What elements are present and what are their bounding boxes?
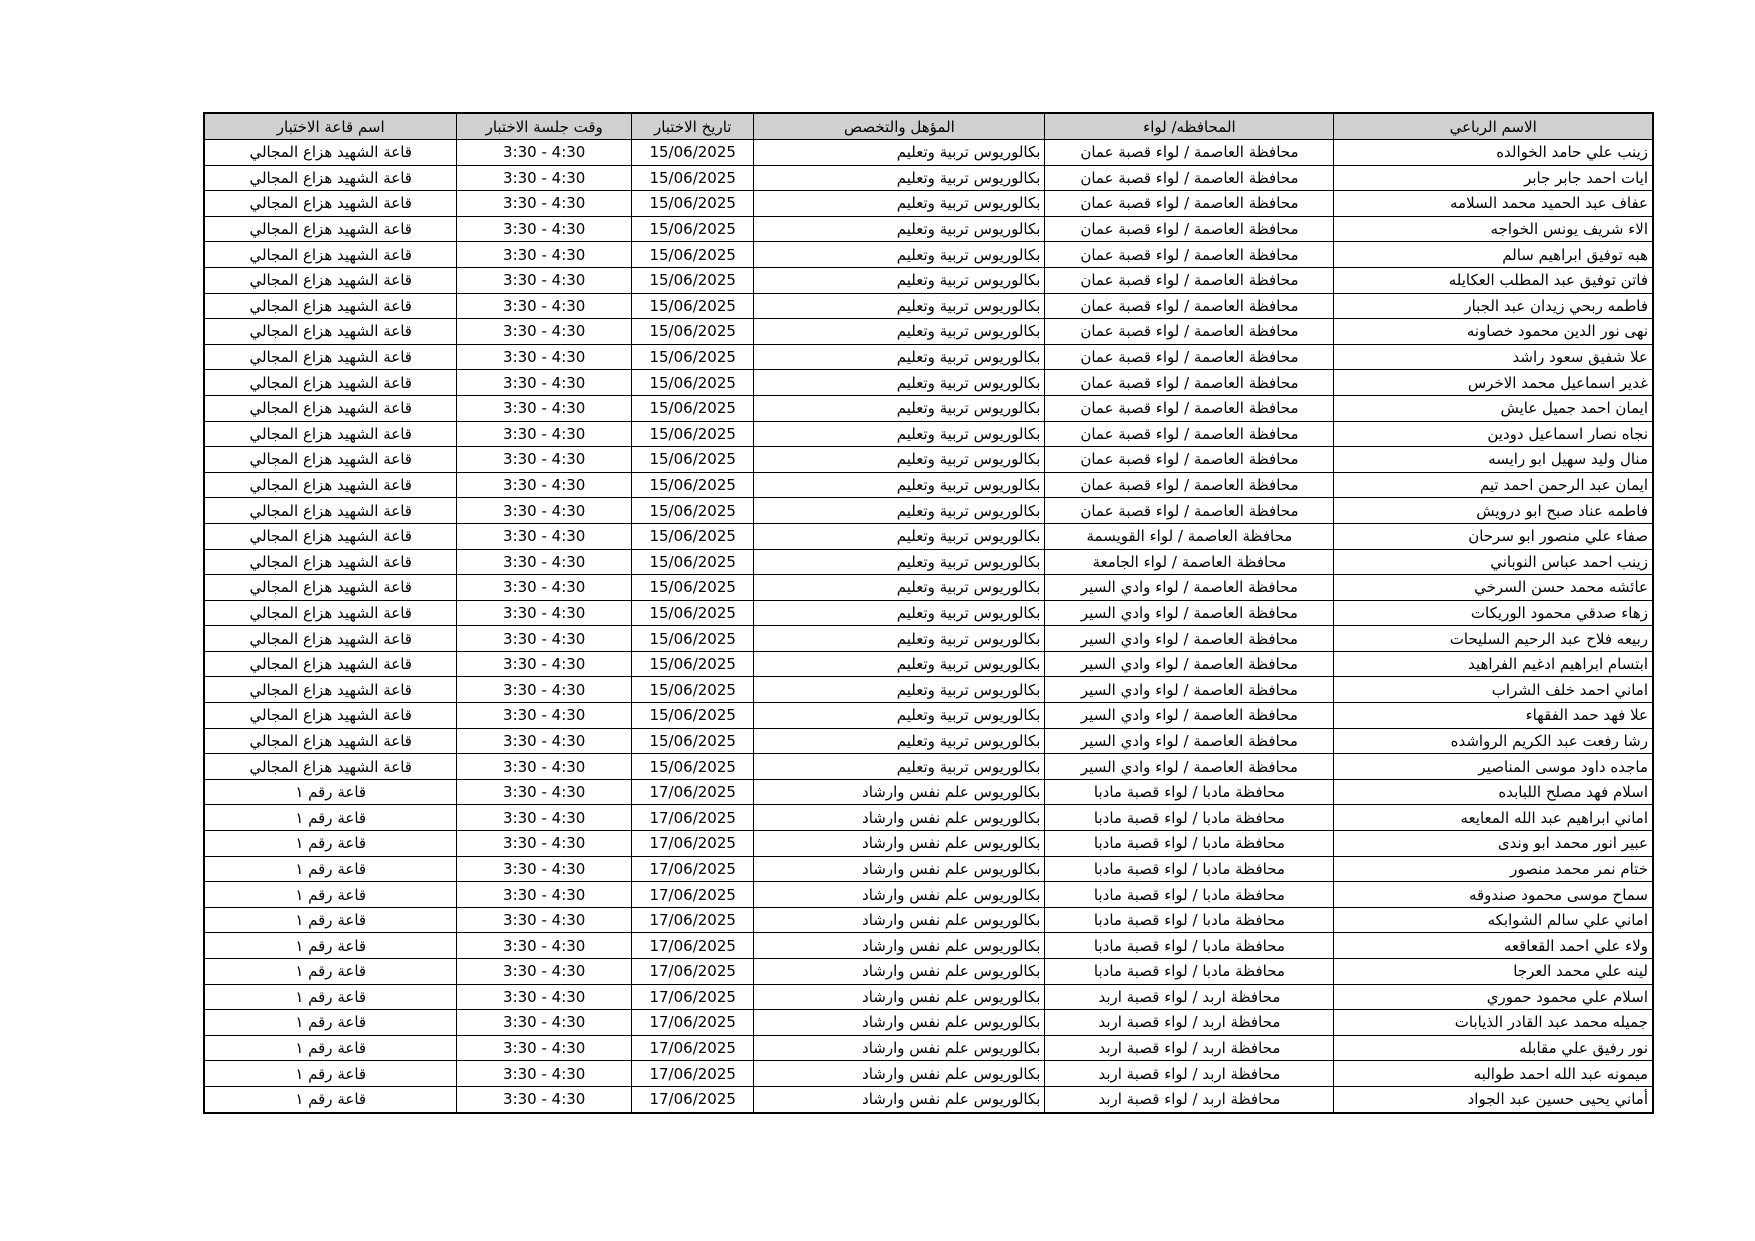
cell-date: 17/06/2025 bbox=[632, 933, 754, 959]
cell-qualification: بكالوريوس تربية وتعليم bbox=[754, 626, 1045, 652]
cell-hall: قاعة الشهيد هزاع المجالي bbox=[204, 242, 457, 268]
cell-qualification: بكالوريوس علم نفس وارشاد bbox=[754, 1086, 1045, 1112]
cell-name: عائشه محمد حسن السرخي bbox=[1334, 575, 1653, 601]
cell-hall: قاعة رقم ١ bbox=[204, 907, 457, 933]
cell-name: جميله محمد عبد القادر الذيابات bbox=[1334, 1010, 1653, 1036]
cell-province: محافظة العاصمة / لواء قصبة عمان bbox=[1045, 216, 1334, 242]
cell-hall: قاعة رقم ١ bbox=[204, 779, 457, 805]
cell-hall: قاعة الشهيد هزاع المجالي bbox=[204, 267, 457, 293]
cell-qualification: بكالوريوس علم نفس وارشاد bbox=[754, 1061, 1045, 1087]
cell-hall: قاعة رقم ١ bbox=[204, 1010, 457, 1036]
cell-date: 17/06/2025 bbox=[632, 1035, 754, 1061]
cell-time: 3:30 - 4:30 bbox=[457, 754, 632, 780]
cell-date: 15/06/2025 bbox=[632, 395, 754, 421]
cell-date: 17/06/2025 bbox=[632, 831, 754, 857]
cell-time: 3:30 - 4:30 bbox=[457, 677, 632, 703]
cell-hall: قاعة الشهيد هزاع المجالي bbox=[204, 728, 457, 754]
cell-hall: قاعة رقم ١ bbox=[204, 1035, 457, 1061]
cell-name: علا شفيق سعود راشد bbox=[1334, 344, 1653, 370]
cell-province: محافظة العاصمة / لواء قصبة عمان bbox=[1045, 191, 1334, 217]
cell-time: 3:30 - 4:30 bbox=[457, 165, 632, 191]
cell-qualification: بكالوريوس تربية وتعليم bbox=[754, 319, 1045, 345]
cell-province: محافظة اربد / لواء قصبة اربد bbox=[1045, 1035, 1334, 1061]
cell-time: 3:30 - 4:30 bbox=[457, 472, 632, 498]
cell-time: 3:30 - 4:30 bbox=[457, 344, 632, 370]
cell-name: اسلام فهد مصلح اللبابده bbox=[1334, 779, 1653, 805]
cell-province: محافظة العاصمة / لواء وادي السير bbox=[1045, 677, 1334, 703]
cell-time: 3:30 - 4:30 bbox=[457, 421, 632, 447]
table-header bbox=[204, 113, 1653, 140]
header-row bbox=[204, 113, 1653, 140]
table-row bbox=[204, 1061, 1653, 1087]
cell-province: محافظة اربد / لواء قصبة اربد bbox=[1045, 1086, 1334, 1112]
cell-date: 15/06/2025 bbox=[632, 626, 754, 652]
cell-time: 3:30 - 4:30 bbox=[457, 626, 632, 652]
cell-time: 3:30 - 4:30 bbox=[457, 651, 632, 677]
table-row bbox=[204, 165, 1653, 191]
cell-qualification: بكالوريوس تربية وتعليم bbox=[754, 293, 1045, 319]
cell-time: 3:30 - 4:30 bbox=[457, 216, 632, 242]
table-row bbox=[204, 549, 1653, 575]
table-row bbox=[204, 984, 1653, 1010]
table-row bbox=[204, 907, 1653, 933]
table-row bbox=[204, 831, 1653, 857]
cell-qualification: بكالوريوس علم نفس وارشاد bbox=[754, 831, 1045, 857]
cell-name: نهى نور الدين محمود خصاونه bbox=[1334, 319, 1653, 345]
table-row bbox=[204, 370, 1653, 396]
cell-name: نجاه نصار اسماعيل دودين bbox=[1334, 421, 1653, 447]
cell-hall: قاعة الشهيد هزاع المجالي bbox=[204, 677, 457, 703]
cell-name: ايمان عبد الرحمن احمد تيم bbox=[1334, 472, 1653, 498]
cell-qualification: بكالوريوس تربية وتعليم bbox=[754, 344, 1045, 370]
cell-province: محافظة العاصمة / لواء قصبة عمان bbox=[1045, 165, 1334, 191]
cell-date: 15/06/2025 bbox=[632, 242, 754, 268]
cell-qualification: بكالوريوس علم نفس وارشاد bbox=[754, 959, 1045, 985]
cell-province: محافظة اربد / لواء قصبة اربد bbox=[1045, 984, 1334, 1010]
cell-name: زينب علي حامد الخوالده bbox=[1334, 140, 1653, 166]
cell-province: محافظة مادبا / لواء قصبة مادبا bbox=[1045, 831, 1334, 857]
table-row bbox=[204, 421, 1653, 447]
cell-qualification: بكالوريوس تربية وتعليم bbox=[754, 165, 1045, 191]
cell-province: محافظة العاصمة / لواء قصبة عمان bbox=[1045, 319, 1334, 345]
cell-date: 15/06/2025 bbox=[632, 267, 754, 293]
cell-name: فاتن توفيق عبد المطلب العكايله bbox=[1334, 267, 1653, 293]
cell-hall: قاعة رقم ١ bbox=[204, 856, 457, 882]
cell-name: اسلام علي محمود حموري bbox=[1334, 984, 1653, 1010]
header-time: وقت جلسة الاختبار bbox=[457, 113, 632, 140]
cell-province: محافظة العاصمة / لواء وادي السير bbox=[1045, 600, 1334, 626]
cell-qualification: بكالوريوس تربية وتعليم bbox=[754, 242, 1045, 268]
cell-hall: قاعة الشهيد هزاع المجالي bbox=[204, 549, 457, 575]
cell-province: محافظة العاصمة / لواء وادي السير bbox=[1045, 754, 1334, 780]
table-row bbox=[204, 600, 1653, 626]
cell-date: 15/06/2025 bbox=[632, 703, 754, 729]
cell-name: رشا رفعت عبد الكريم الرواشده bbox=[1334, 728, 1653, 754]
cell-qualification: بكالوريوس علم نفس وارشاد bbox=[754, 805, 1045, 831]
cell-date: 17/06/2025 bbox=[632, 1010, 754, 1036]
cell-hall: قاعة الشهيد هزاع المجالي bbox=[204, 165, 457, 191]
cell-hall: قاعة الشهيد هزاع المجالي bbox=[204, 651, 457, 677]
cell-province: محافظة اربد / لواء قصبة اربد bbox=[1045, 1061, 1334, 1087]
cell-name: اماني احمد خلف الشراب bbox=[1334, 677, 1653, 703]
cell-date: 17/06/2025 bbox=[632, 805, 754, 831]
cell-province: محافظة العاصمة / لواء قصبة عمان bbox=[1045, 267, 1334, 293]
cell-qualification: بكالوريوس تربية وتعليم bbox=[754, 703, 1045, 729]
cell-time: 3:30 - 4:30 bbox=[457, 703, 632, 729]
cell-qualification: بكالوريوس علم نفس وارشاد bbox=[754, 856, 1045, 882]
cell-time: 3:30 - 4:30 bbox=[457, 1086, 632, 1112]
cell-province: محافظة العاصمة / لواء وادي السير bbox=[1045, 626, 1334, 652]
table-row bbox=[204, 523, 1653, 549]
cell-time: 3:30 - 4:30 bbox=[457, 370, 632, 396]
cell-date: 15/06/2025 bbox=[632, 216, 754, 242]
cell-province: محافظة العاصمة / لواء قصبة عمان bbox=[1045, 370, 1334, 396]
cell-hall: قاعة الشهيد هزاع المجالي bbox=[204, 600, 457, 626]
cell-province: محافظة العاصمة / لواء قصبة عمان bbox=[1045, 498, 1334, 524]
table-row bbox=[204, 1010, 1653, 1036]
cell-time: 3:30 - 4:30 bbox=[457, 523, 632, 549]
table-row bbox=[204, 754, 1653, 780]
cell-province: محافظة العاصمة / لواء وادي السير bbox=[1045, 651, 1334, 677]
cell-time: 3:30 - 4:30 bbox=[457, 549, 632, 575]
cell-hall: قاعة الشهيد هزاع المجالي bbox=[204, 293, 457, 319]
cell-hall: قاعة الشهيد هزاع المجالي bbox=[204, 472, 457, 498]
cell-qualification: بكالوريوس تربية وتعليم bbox=[754, 395, 1045, 421]
cell-province: محافظة العاصمة / لواء وادي السير bbox=[1045, 575, 1334, 601]
cell-province: محافظة مادبا / لواء قصبة مادبا bbox=[1045, 959, 1334, 985]
cell-hall: قاعة الشهيد هزاع المجالي bbox=[204, 421, 457, 447]
cell-time: 3:30 - 4:30 bbox=[457, 140, 632, 166]
cell-time: 3:30 - 4:30 bbox=[457, 600, 632, 626]
cell-hall: قاعة رقم ١ bbox=[204, 959, 457, 985]
cell-name: الاء شريف يونس الخواجه bbox=[1334, 216, 1653, 242]
table-row bbox=[204, 575, 1653, 601]
cell-hall: قاعة الشهيد هزاع المجالي bbox=[204, 370, 457, 396]
table-row bbox=[204, 191, 1653, 217]
cell-time: 3:30 - 4:30 bbox=[457, 805, 632, 831]
header-name: الاسم الرباعي bbox=[1334, 113, 1653, 140]
cell-hall: قاعة الشهيد هزاع المجالي bbox=[204, 140, 457, 166]
cell-date: 17/06/2025 bbox=[632, 907, 754, 933]
cell-hall: قاعة الشهيد هزاع المجالي bbox=[204, 344, 457, 370]
cell-date: 15/06/2025 bbox=[632, 600, 754, 626]
cell-name: ابتسام ابراهيم ادغيم الفراهيد bbox=[1334, 651, 1653, 677]
cell-province: محافظة العاصمة / لواء قصبة عمان bbox=[1045, 447, 1334, 473]
cell-name: زينب احمد عباس النوباني bbox=[1334, 549, 1653, 575]
table-row bbox=[204, 1035, 1653, 1061]
cell-province: محافظة العاصمة / لواء وادي السير bbox=[1045, 728, 1334, 754]
cell-qualification: بكالوريوس تربية وتعليم bbox=[754, 651, 1045, 677]
cell-name: نور رفيق علي مقابله bbox=[1334, 1035, 1653, 1061]
cell-time: 3:30 - 4:30 bbox=[457, 498, 632, 524]
table-row bbox=[204, 805, 1653, 831]
table-row bbox=[204, 626, 1653, 652]
cell-name: اماني ابراهيم عبد الله المعايعه bbox=[1334, 805, 1653, 831]
table-row bbox=[204, 216, 1653, 242]
table-row bbox=[204, 703, 1653, 729]
cell-province: محافظة العاصمة / لواء قصبة عمان bbox=[1045, 242, 1334, 268]
cell-hall: قاعة رقم ١ bbox=[204, 882, 457, 908]
cell-time: 3:30 - 4:30 bbox=[457, 1061, 632, 1087]
cell-qualification: بكالوريوس تربية وتعليم bbox=[754, 754, 1045, 780]
cell-qualification: بكالوريوس تربية وتعليم bbox=[754, 191, 1045, 217]
cell-name: صفاء علي منصور ابو سرحان bbox=[1334, 523, 1653, 549]
cell-name: ميمونه عبد الله احمد طوالبه bbox=[1334, 1061, 1653, 1087]
cell-hall: قاعة الشهيد هزاع المجالي bbox=[204, 395, 457, 421]
table-row bbox=[204, 651, 1653, 677]
cell-qualification: بكالوريوس علم نفس وارشاد bbox=[754, 984, 1045, 1010]
cell-date: 15/06/2025 bbox=[632, 728, 754, 754]
cell-date: 17/06/2025 bbox=[632, 856, 754, 882]
cell-date: 15/06/2025 bbox=[632, 370, 754, 396]
table-row bbox=[204, 242, 1653, 268]
cell-qualification: بكالوريوس علم نفس وارشاد bbox=[754, 882, 1045, 908]
cell-time: 3:30 - 4:30 bbox=[457, 831, 632, 857]
cell-date: 15/06/2025 bbox=[632, 447, 754, 473]
cell-name: فاطمه عناد صبح ابو درويش bbox=[1334, 498, 1653, 524]
cell-date: 15/06/2025 bbox=[632, 421, 754, 447]
table-row bbox=[204, 882, 1653, 908]
cell-hall: قاعة رقم ١ bbox=[204, 1086, 457, 1112]
cell-province: محافظة مادبا / لواء قصبة مادبا bbox=[1045, 779, 1334, 805]
cell-time: 3:30 - 4:30 bbox=[457, 933, 632, 959]
cell-time: 3:30 - 4:30 bbox=[457, 267, 632, 293]
cell-qualification: بكالوريوس علم نفس وارشاد bbox=[754, 933, 1045, 959]
cell-province: محافظة العاصمة / لواء الجامعة bbox=[1045, 549, 1334, 575]
cell-qualification: بكالوريوس تربية وتعليم bbox=[754, 447, 1045, 473]
cell-province: محافظة اربد / لواء قصبة اربد bbox=[1045, 1010, 1334, 1036]
cell-qualification: بكالوريوس علم نفس وارشاد bbox=[754, 1010, 1045, 1036]
cell-province: محافظة العاصمة / لواء قصبة عمان bbox=[1045, 344, 1334, 370]
cell-time: 3:30 - 4:30 bbox=[457, 319, 632, 345]
cell-time: 3:30 - 4:30 bbox=[457, 575, 632, 601]
cell-name: عفاف عبد الحميد محمد السلامه bbox=[1334, 191, 1653, 217]
cell-qualification: بكالوريوس تربية وتعليم bbox=[754, 600, 1045, 626]
cell-date: 15/06/2025 bbox=[632, 293, 754, 319]
cell-name: أماني يحيى حسين عبد الجواد bbox=[1334, 1086, 1653, 1112]
header-hall: اسم قاعة الاختبار bbox=[204, 113, 457, 140]
cell-time: 3:30 - 4:30 bbox=[457, 191, 632, 217]
cell-province: محافظة مادبا / لواء قصبة مادبا bbox=[1045, 933, 1334, 959]
table-row bbox=[204, 1086, 1653, 1112]
cell-province: محافظة العاصمة / لواء قصبة عمان bbox=[1045, 421, 1334, 447]
cell-date: 15/06/2025 bbox=[632, 754, 754, 780]
cell-qualification: بكالوريوس تربية وتعليم bbox=[754, 575, 1045, 601]
cell-date: 15/06/2025 bbox=[632, 472, 754, 498]
header-province: المحافظه/ لواء bbox=[1045, 113, 1334, 140]
cell-hall: قاعة رقم ١ bbox=[204, 1061, 457, 1087]
cell-name: ختام نمر محمد منصور bbox=[1334, 856, 1653, 882]
cell-name: ايمان احمد جميل عايش bbox=[1334, 395, 1653, 421]
cell-name: غدير اسماعيل محمد الاخرس bbox=[1334, 370, 1653, 396]
cell-date: 15/06/2025 bbox=[632, 549, 754, 575]
cell-hall: قاعة الشهيد هزاع المجالي bbox=[204, 575, 457, 601]
table-row bbox=[204, 472, 1653, 498]
cell-name: هبه توفيق ابراهيم سالم bbox=[1334, 242, 1653, 268]
table-body bbox=[204, 140, 1653, 1113]
cell-time: 3:30 - 4:30 bbox=[457, 242, 632, 268]
table-row bbox=[204, 498, 1653, 524]
cell-hall: قاعة الشهيد هزاع المجالي bbox=[204, 498, 457, 524]
cell-province: محافظة العاصمة / لواء قصبة عمان bbox=[1045, 472, 1334, 498]
cell-qualification: بكالوريوس تربية وتعليم bbox=[754, 267, 1045, 293]
cell-qualification: بكالوريوس تربية وتعليم bbox=[754, 549, 1045, 575]
cell-hall: قاعة رقم ١ bbox=[204, 984, 457, 1010]
header-qualification: المؤهل والتخصص bbox=[754, 113, 1045, 140]
cell-qualification: بكالوريوس تربية وتعليم bbox=[754, 216, 1045, 242]
cell-province: محافظة العاصمة / لواء وادي السير bbox=[1045, 703, 1334, 729]
cell-name: ماجده داود موسى المناصير bbox=[1334, 754, 1653, 780]
cell-date: 15/06/2025 bbox=[632, 651, 754, 677]
cell-time: 3:30 - 4:30 bbox=[457, 293, 632, 319]
cell-hall: قاعة الشهيد هزاع المجالي bbox=[204, 216, 457, 242]
cell-time: 3:30 - 4:30 bbox=[457, 395, 632, 421]
cell-time: 3:30 - 4:30 bbox=[457, 882, 632, 908]
cell-date: 15/06/2025 bbox=[632, 677, 754, 703]
cell-hall: قاعة رقم ١ bbox=[204, 805, 457, 831]
exam-schedule-table bbox=[203, 112, 1654, 1114]
table-row bbox=[204, 728, 1653, 754]
cell-time: 3:30 - 4:30 bbox=[457, 1010, 632, 1036]
cell-name: فاطمه ربحي زيدان عبد الجبار bbox=[1334, 293, 1653, 319]
cell-date: 17/06/2025 bbox=[632, 984, 754, 1010]
cell-time: 3:30 - 4:30 bbox=[457, 447, 632, 473]
cell-name: زهاء صدقي محمود الوريكات bbox=[1334, 600, 1653, 626]
cell-date: 17/06/2025 bbox=[632, 882, 754, 908]
cell-hall: قاعة الشهيد هزاع المجالي bbox=[204, 447, 457, 473]
cell-name: ايات احمد جابر جابر bbox=[1334, 165, 1653, 191]
table-row bbox=[204, 267, 1653, 293]
cell-name: اماني علي سالم الشوابكه bbox=[1334, 907, 1653, 933]
table-row bbox=[204, 933, 1653, 959]
cell-province: محافظة العاصمة / لواء قصبة عمان bbox=[1045, 140, 1334, 166]
cell-qualification: بكالوريوس تربية وتعليم bbox=[754, 472, 1045, 498]
cell-date: 15/06/2025 bbox=[632, 498, 754, 524]
cell-province: محافظة العاصمة / لواء قصبة عمان bbox=[1045, 395, 1334, 421]
cell-province: محافظة العاصمة / لواء قصبة عمان bbox=[1045, 293, 1334, 319]
cell-qualification: بكالوريوس تربية وتعليم bbox=[754, 421, 1045, 447]
table-row bbox=[204, 959, 1653, 985]
cell-date: 15/06/2025 bbox=[632, 575, 754, 601]
cell-hall: قاعة رقم ١ bbox=[204, 933, 457, 959]
header-date: تاريخ الاختبار bbox=[632, 113, 754, 140]
cell-name: لينه علي محمد العرجا bbox=[1334, 959, 1653, 985]
cell-qualification: بكالوريوس تربية وتعليم bbox=[754, 677, 1045, 703]
cell-date: 17/06/2025 bbox=[632, 959, 754, 985]
cell-time: 3:30 - 4:30 bbox=[457, 984, 632, 1010]
cell-time: 3:30 - 4:30 bbox=[457, 728, 632, 754]
cell-hall: قاعة الشهيد هزاع المجالي bbox=[204, 319, 457, 345]
cell-name: ربيعه فلاح عبد الرحيم السليحات bbox=[1334, 626, 1653, 652]
table-row bbox=[204, 140, 1653, 166]
cell-qualification: بكالوريوس تربية وتعليم bbox=[754, 370, 1045, 396]
cell-hall: قاعة الشهيد هزاع المجالي bbox=[204, 191, 457, 217]
cell-date: 17/06/2025 bbox=[632, 779, 754, 805]
cell-qualification: بكالوريوس تربية وتعليم bbox=[754, 728, 1045, 754]
cell-date: 15/06/2025 bbox=[632, 344, 754, 370]
cell-name: علا فهد حمد الفقهاء bbox=[1334, 703, 1653, 729]
cell-time: 3:30 - 4:30 bbox=[457, 856, 632, 882]
cell-name: سماح موسى محمود صندوقه bbox=[1334, 882, 1653, 908]
table-row bbox=[204, 293, 1653, 319]
cell-date: 17/06/2025 bbox=[632, 1086, 754, 1112]
cell-date: 17/06/2025 bbox=[632, 1061, 754, 1087]
cell-hall: قاعة رقم ١ bbox=[204, 831, 457, 857]
cell-province: محافظة مادبا / لواء قصبة مادبا bbox=[1045, 882, 1334, 908]
cell-name: منال وليد سهيل ابو رايسه bbox=[1334, 447, 1653, 473]
cell-name: ولاء علي احمد القعاقعه bbox=[1334, 933, 1653, 959]
cell-name: عبير انور محمد ابو وندى bbox=[1334, 831, 1653, 857]
cell-hall: قاعة الشهيد هزاع المجالي bbox=[204, 523, 457, 549]
cell-time: 3:30 - 4:30 bbox=[457, 959, 632, 985]
cell-hall: قاعة الشهيد هزاع المجالي bbox=[204, 626, 457, 652]
table-row bbox=[204, 395, 1653, 421]
cell-time: 3:30 - 4:30 bbox=[457, 1035, 632, 1061]
cell-province: محافظة مادبا / لواء قصبة مادبا bbox=[1045, 907, 1334, 933]
table-row bbox=[204, 447, 1653, 473]
cell-qualification: بكالوريوس تربية وتعليم bbox=[754, 498, 1045, 524]
cell-qualification: بكالوريوس تربية وتعليم bbox=[754, 140, 1045, 166]
table-row bbox=[204, 344, 1653, 370]
cell-qualification: بكالوريوس علم نفس وارشاد bbox=[754, 779, 1045, 805]
cell-hall: قاعة الشهيد هزاع المجالي bbox=[204, 754, 457, 780]
cell-province: محافظة مادبا / لواء قصبة مادبا bbox=[1045, 805, 1334, 831]
cell-qualification: بكالوريوس علم نفس وارشاد bbox=[754, 1035, 1045, 1061]
cell-qualification: بكالوريوس تربية وتعليم bbox=[754, 523, 1045, 549]
cell-date: 15/06/2025 bbox=[632, 165, 754, 191]
cell-date: 15/06/2025 bbox=[632, 140, 754, 166]
cell-date: 15/06/2025 bbox=[632, 191, 754, 217]
cell-time: 3:30 - 4:30 bbox=[457, 907, 632, 933]
cell-hall: قاعة الشهيد هزاع المجالي bbox=[204, 703, 457, 729]
table-row bbox=[204, 319, 1653, 345]
cell-province: محافظة مادبا / لواء قصبة مادبا bbox=[1045, 856, 1334, 882]
cell-province: محافظة العاصمة / لواء القويسمة bbox=[1045, 523, 1334, 549]
cell-time: 3:30 - 4:30 bbox=[457, 779, 632, 805]
cell-date: 15/06/2025 bbox=[632, 319, 754, 345]
table-row bbox=[204, 677, 1653, 703]
table-row bbox=[204, 779, 1653, 805]
table-row bbox=[204, 856, 1653, 882]
cell-qualification: بكالوريوس علم نفس وارشاد bbox=[754, 907, 1045, 933]
cell-date: 15/06/2025 bbox=[632, 523, 754, 549]
